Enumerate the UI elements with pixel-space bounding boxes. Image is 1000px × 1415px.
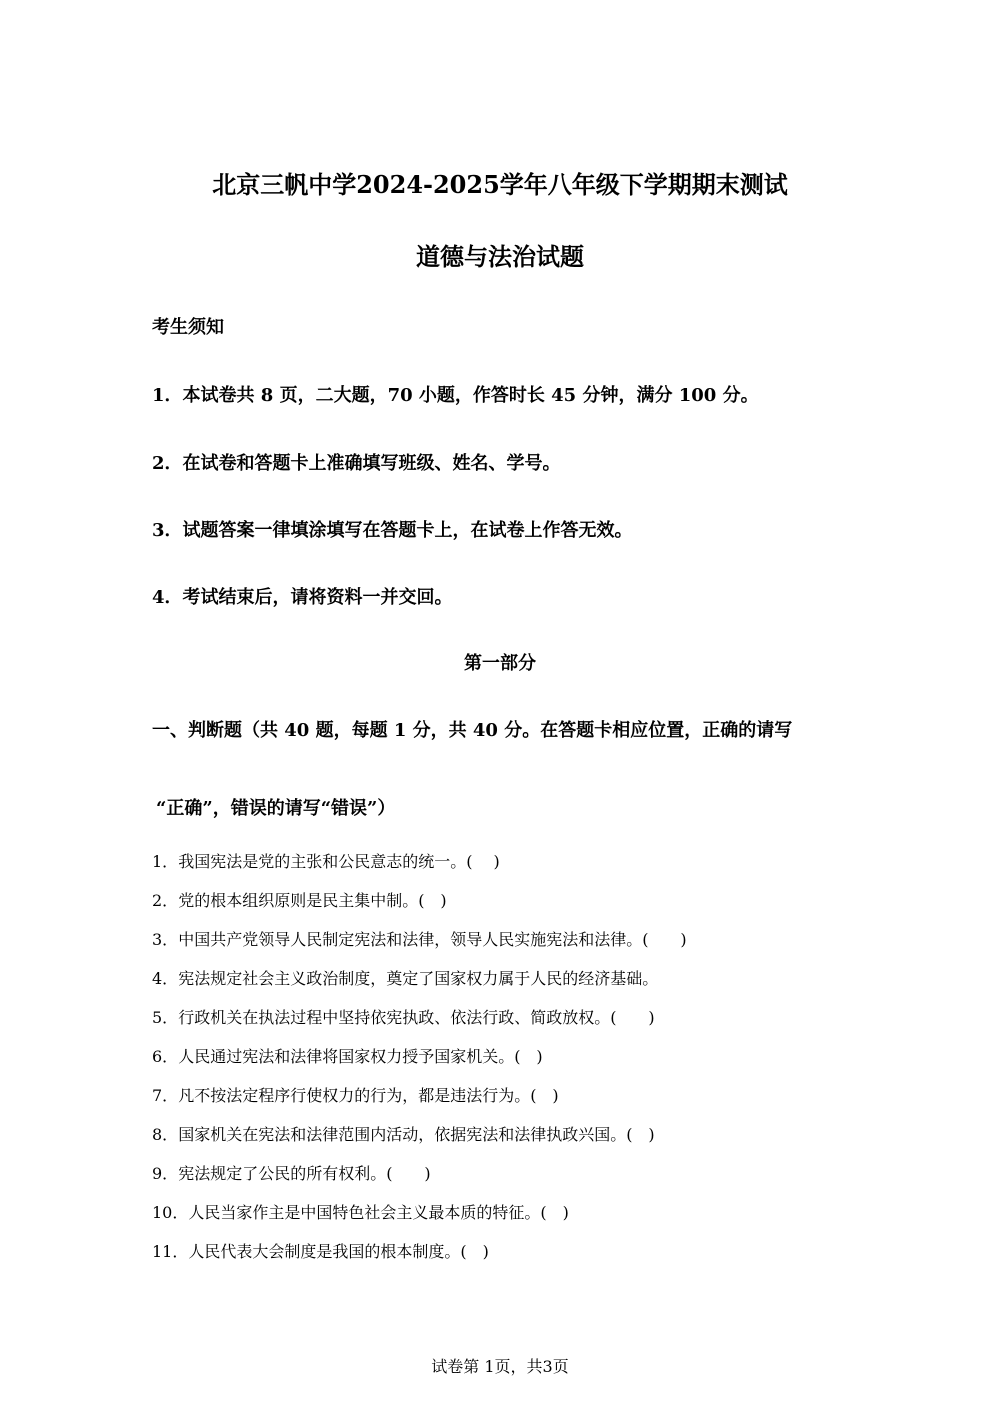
question-number: 1． xyxy=(152,852,179,871)
question-item xyxy=(152,968,658,990)
notice-item: 2．在试卷和答题卡上准确填写班级、姓名、学号。 xyxy=(152,453,561,474)
question-text: 人民代表大会制度是我国的根本制度。( ) xyxy=(188,1242,489,1261)
question-number: 7． xyxy=(152,1086,179,1105)
question-item xyxy=(152,1202,569,1224)
question-item xyxy=(152,1124,655,1146)
question-text: 人民当家作主是中国特色社会主义最本质的特征。( ) xyxy=(188,1203,569,1222)
question-number: 2． xyxy=(152,891,179,910)
question-item xyxy=(152,1163,431,1185)
question-item xyxy=(152,929,687,951)
question-number: 4． xyxy=(152,969,179,988)
page-footer: 试卷第 1页，共3页 xyxy=(431,1357,569,1376)
question-item xyxy=(152,851,500,873)
question-item xyxy=(152,890,447,912)
question-text: 宪法规定社会主义政治制度，奠定了国家权力属于人民的经济基础。 xyxy=(178,969,659,988)
question-number: 6． xyxy=(152,1047,179,1066)
question-item xyxy=(152,1007,655,1029)
notice-item: 1．本试卷共 8 页，二大题，70 小题，作答时长 45 分钟，满分 100 分。 xyxy=(152,385,759,406)
question-text: 中国共产党领导人民制定宪法和法律，领导人民实施宪法和法律。( ) xyxy=(178,930,687,949)
question-text: 我国宪法是党的主张和公民意志的统一。( ) xyxy=(178,852,500,871)
question-number: 11． xyxy=(152,1242,189,1261)
question-item xyxy=(152,1046,543,1068)
section-instruction-continued: “正确”，错误的请写“错误”） xyxy=(156,798,396,819)
question-text: 国家机关在宪法和法律范围内活动，依据宪法和法律执政兴国。( ) xyxy=(178,1125,655,1144)
question-text: 宪法规定了公民的所有权利。( ) xyxy=(178,1164,431,1183)
question-text: 党的根本组织原则是民主集中制。( ) xyxy=(178,891,447,910)
question-number: 10． xyxy=(152,1203,189,1222)
exam-title: 北京三帆中学2024-2025学年八年级下学期期末测试 xyxy=(212,170,788,199)
notice-item: 4．考试结束后，请将资料一并交回。 xyxy=(152,587,453,608)
question-text: 凡不按法定程序行使权力的行为，都是违法行为。( ) xyxy=(178,1086,559,1105)
question-number: 8． xyxy=(152,1125,179,1144)
part-title: 第一部分 xyxy=(464,653,536,674)
exam-subtitle: 道德与法治试题 xyxy=(416,242,584,271)
notice-heading: 考生须知 xyxy=(152,317,224,338)
question-number: 3． xyxy=(152,930,179,949)
question-number: 9． xyxy=(152,1164,179,1183)
question-item xyxy=(152,1085,559,1107)
question-text: 行政机关在执法过程中坚持依宪执政、依法行政、简政放权。( ) xyxy=(178,1008,655,1027)
question-number: 5． xyxy=(152,1008,179,1027)
question-text: 人民通过宪法和法律将国家权力授予国家机关。( ) xyxy=(178,1047,543,1066)
section-instruction: 一、判断题（共 40 题，每题 1 分，共 40 分。在答题卡相应位置，正确的请写 xyxy=(152,720,793,741)
question-item xyxy=(152,1241,489,1263)
notice-item: 3．试题答案一律填涂填写在答题卡上，在试卷上作答无效。 xyxy=(152,520,633,541)
